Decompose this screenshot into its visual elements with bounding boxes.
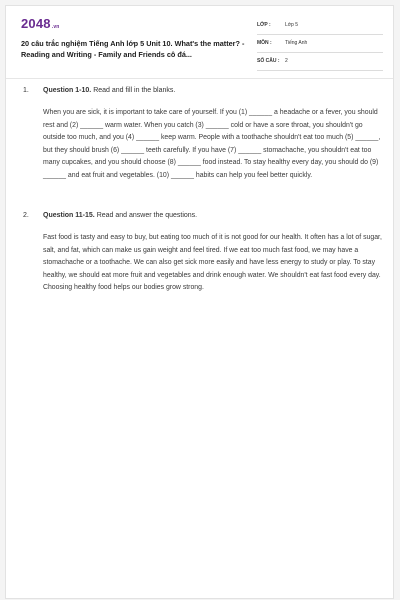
question-number: 2. xyxy=(23,212,29,219)
document-page xyxy=(5,5,394,599)
question-instruction: Read and answer the questions. xyxy=(96,212,198,219)
question-heading xyxy=(21,87,381,101)
question-number: 1. xyxy=(23,87,29,94)
question-label: Question 11-15. xyxy=(43,212,95,219)
logo-text: 2048 xyxy=(21,16,51,31)
meta-key-grade: LỚP : xyxy=(257,22,271,28)
question-passage xyxy=(43,232,383,295)
meta-row-subject xyxy=(257,37,383,53)
site-logo[interactable] xyxy=(21,16,60,31)
question-instruction: Read and fill in the blanks. xyxy=(93,87,176,94)
question-label: Question 1-10. xyxy=(43,87,92,94)
logo-suffix: .vn xyxy=(51,24,60,30)
passage-text: When you are sick, it is important to take care of yourself. If you (1) ______ a headache or a fever, you should rest and (2) ______ warm water. When you catch (3) ______ cold or have a sore throat, you shouldn't go outside too much, and you (4) ______ keep warm. People with a toothache shouldn't eat too much (5) ______, but they should brush (6) ______ teeth carefully. If you have (7) ______ stomachache, you shouldn't eat too many cupcakes, and you should choose (8) ______ food instead. To stay healthy every day, you should do (9) ______ and eat fruit and vegetables. (10) ______ habits can help you feel better quickly. xyxy=(43,109,381,179)
question-title-line xyxy=(43,87,175,94)
passage-text: Fast food is tasty and easy to buy, but eating too much of it is not good for our health. It often has a lot of sugar, salt, and fat, which can make us gain weight and feel tired. If we eat too much fast food, we may have a stomachache or a toothache. We can also get sick more easily and have less energy to study or play. To stay healthy, we should eat more fruit and vegetables and drink enough water. We shouldn't eat fast food every day. Choosing healthy food helps our bodies grow strong. xyxy=(43,234,382,292)
question-block-2 xyxy=(21,212,381,295)
meta-value-subject: Tiếng Anh xyxy=(285,40,308,46)
question-title-line xyxy=(43,212,197,219)
meta-key-question-count: SỐ CÂU : xyxy=(257,58,280,64)
meta-value-grade: Lớp 5 xyxy=(285,22,299,28)
meta-row-question-count xyxy=(257,55,383,71)
question-passage xyxy=(43,107,383,183)
meta-value-question-count: 2 xyxy=(285,58,288,64)
question-block-1 xyxy=(21,87,381,183)
header-divider xyxy=(6,78,393,79)
meta-key-subject: MÔN : xyxy=(257,40,272,46)
document-title: 20 câu trắc nghiệm Tiếng Anh lớp 5 Unit 10. What's the matter? - Reading and Writing - Family and Friends cô đá... xyxy=(21,39,245,59)
question-heading xyxy=(21,212,381,226)
document-meta xyxy=(257,19,383,73)
meta-row-grade xyxy=(257,19,383,35)
document-header xyxy=(6,6,393,72)
